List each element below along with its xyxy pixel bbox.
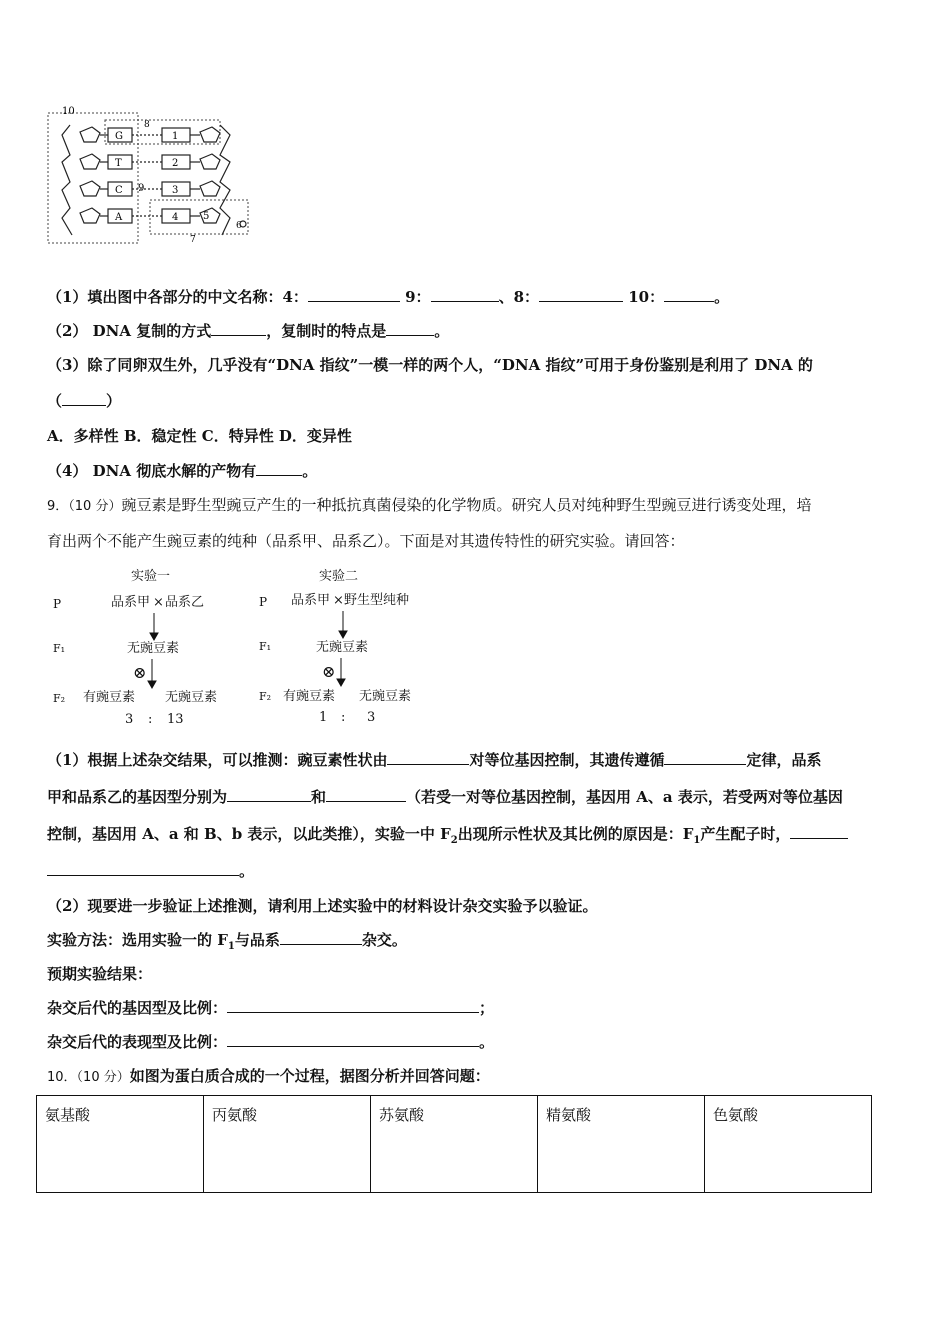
exp2-ratio-sep: : bbox=[341, 710, 346, 725]
exp2-p-label: P bbox=[259, 595, 268, 609]
exp1-f2-label: F₂ bbox=[53, 692, 66, 705]
exp2-f2-b: 无豌豆素 bbox=[359, 689, 412, 704]
exp1-ratio-b: 13 bbox=[167, 712, 184, 727]
q9-part1-line4: 。 bbox=[47, 861, 254, 881]
label-9: 9 bbox=[138, 183, 145, 194]
q9-part2-intro: （2）现要进一步验证上述推测，请利用上述实验中的材料设计杂交实验予以验证。 bbox=[47, 897, 598, 915]
dna-structure-figure bbox=[40, 100, 270, 250]
exp1-f2-b: 无豌豆素 bbox=[165, 690, 218, 705]
q8-part4: （4） DNA 彻底水解的产物有 。 bbox=[47, 462, 318, 480]
label-5: 5 bbox=[203, 211, 210, 222]
exp2-self: ⊗ bbox=[322, 662, 336, 681]
q8-options: A．多样性 B．稳定性 C．特异性 D．变异性 bbox=[47, 427, 352, 445]
exp1-ratio-sep: : bbox=[148, 712, 153, 727]
label-8: 8 bbox=[144, 120, 150, 130]
base-right-2: 2 bbox=[172, 158, 179, 169]
cross-experiment-diagram bbox=[45, 563, 435, 733]
label-7: 7 bbox=[190, 235, 196, 245]
exp1-title: 实验一 bbox=[131, 569, 171, 584]
table-cell-amino-acid: 氨基酸 bbox=[37, 1096, 204, 1193]
q9-part1-line3: 控制，基因用 A、a 和 B、b 表示，以此类推），实验一中 $F_2$出现所示性状及其比例的原因是：$F_1$产生配子时， bbox=[47, 824, 848, 851]
base-left-4: A bbox=[115, 212, 123, 223]
exp1-cross-b: 品系乙 bbox=[165, 595, 205, 610]
base-right-3: 3 bbox=[172, 185, 179, 196]
exp1-p-label: P bbox=[53, 597, 62, 611]
exp2-cross-x: × bbox=[333, 593, 344, 608]
q9-phenotype: 杂交后代的表现型及比例： 。 bbox=[47, 1033, 495, 1051]
exp2-title: 实验二 bbox=[319, 569, 359, 584]
table-cell-tryptophan: 色氨酸 bbox=[705, 1096, 872, 1193]
exp1-ratio-a: 3 bbox=[125, 712, 134, 727]
exp2-cross-b: 野生型纯种 bbox=[344, 593, 410, 608]
base-left-3: C bbox=[115, 185, 123, 196]
exp1-f1-label: F₁ bbox=[53, 642, 66, 655]
q8-part3-blank: （ ） bbox=[47, 392, 122, 410]
exp2-cross-a: 品系甲 bbox=[291, 593, 331, 608]
exp1-cross-a: 品系甲 bbox=[111, 595, 151, 610]
base-right-1: 1 bbox=[172, 131, 179, 142]
exp2-ratio-a: 1 bbox=[319, 710, 328, 725]
base-right-4: 4 bbox=[172, 212, 179, 223]
q8-part2: （2） DNA 复制的方式 ，复制时的特点是 。 bbox=[47, 322, 450, 340]
q9-method: 实验方法：选用实验一的 $F_1$与品系 杂交。 bbox=[47, 931, 407, 952]
label-10: 10 bbox=[62, 106, 75, 117]
exp2-f2-label: F₂ bbox=[259, 690, 272, 703]
label-6: 6 bbox=[236, 221, 242, 231]
amino-acid-table bbox=[36, 1095, 872, 1193]
exp2-ratio-b: 3 bbox=[367, 710, 376, 725]
table-row bbox=[37, 1096, 872, 1193]
exp1-cross-x: × bbox=[153, 595, 164, 610]
q9-part1-line1: （1）根据上述杂交结果，可以推测：豌豆素性状由 对等位基因控制，其遗传遵循 定律，品系 bbox=[47, 751, 822, 769]
q9-stem-line1: 9．（10 分）豌豆素是野生型豌豆产生的一种抵抗真菌侵染的化学物质。研究人员对纯种野生型豌豆进行诱变处理，培 bbox=[47, 496, 812, 514]
q9-genotype: 杂交后代的基因型及比例： ； bbox=[47, 999, 495, 1017]
exp2-f1-label: F₁ bbox=[259, 640, 272, 653]
exp2-f1: 无豌豆素 bbox=[316, 640, 369, 655]
table-cell-threonine: 苏氨酸 bbox=[371, 1096, 538, 1193]
q8-part3: （3）除了同卵双生外，几乎没有“DNA 指纹”一模一样的两个人，“DNA 指纹”可用于身份鉴别是利用了 DNA 的 bbox=[47, 356, 813, 374]
exp1-f2-a: 有豌豆素 bbox=[83, 690, 136, 705]
q9-stem-line2: 育出两个不能产生豌豆素的纯种（品系甲、品系乙）。下面是对其遗传特性的研究实验。请回答： bbox=[47, 532, 685, 550]
exp1-f1: 无豌豆素 bbox=[127, 641, 180, 656]
base-left-1: G bbox=[115, 131, 123, 142]
exp2-f2-a: 有豌豆素 bbox=[283, 689, 336, 704]
q10-stem: 10．（10 分）如图为蛋白质合成的一个过程，据图分析并回答问题： bbox=[47, 1067, 490, 1085]
base-left-2: T bbox=[115, 158, 122, 169]
exp1-self: ⊗ bbox=[133, 663, 147, 682]
q8-part1: （1）填出图中各部分的中文名称：4： 9： 、8： 10： 。 bbox=[47, 288, 730, 306]
table-cell-arginine: 精氨酸 bbox=[538, 1096, 705, 1193]
q9-part1-line2: 甲和品系乙的基因型分别为 和 （若受一对等位基因控制，基因用 A、a 表示，若受两对等位基因 bbox=[47, 788, 843, 806]
table-cell-alanine: 丙氨酸 bbox=[204, 1096, 371, 1193]
q9-expected: 预期实验结果： bbox=[47, 965, 153, 983]
